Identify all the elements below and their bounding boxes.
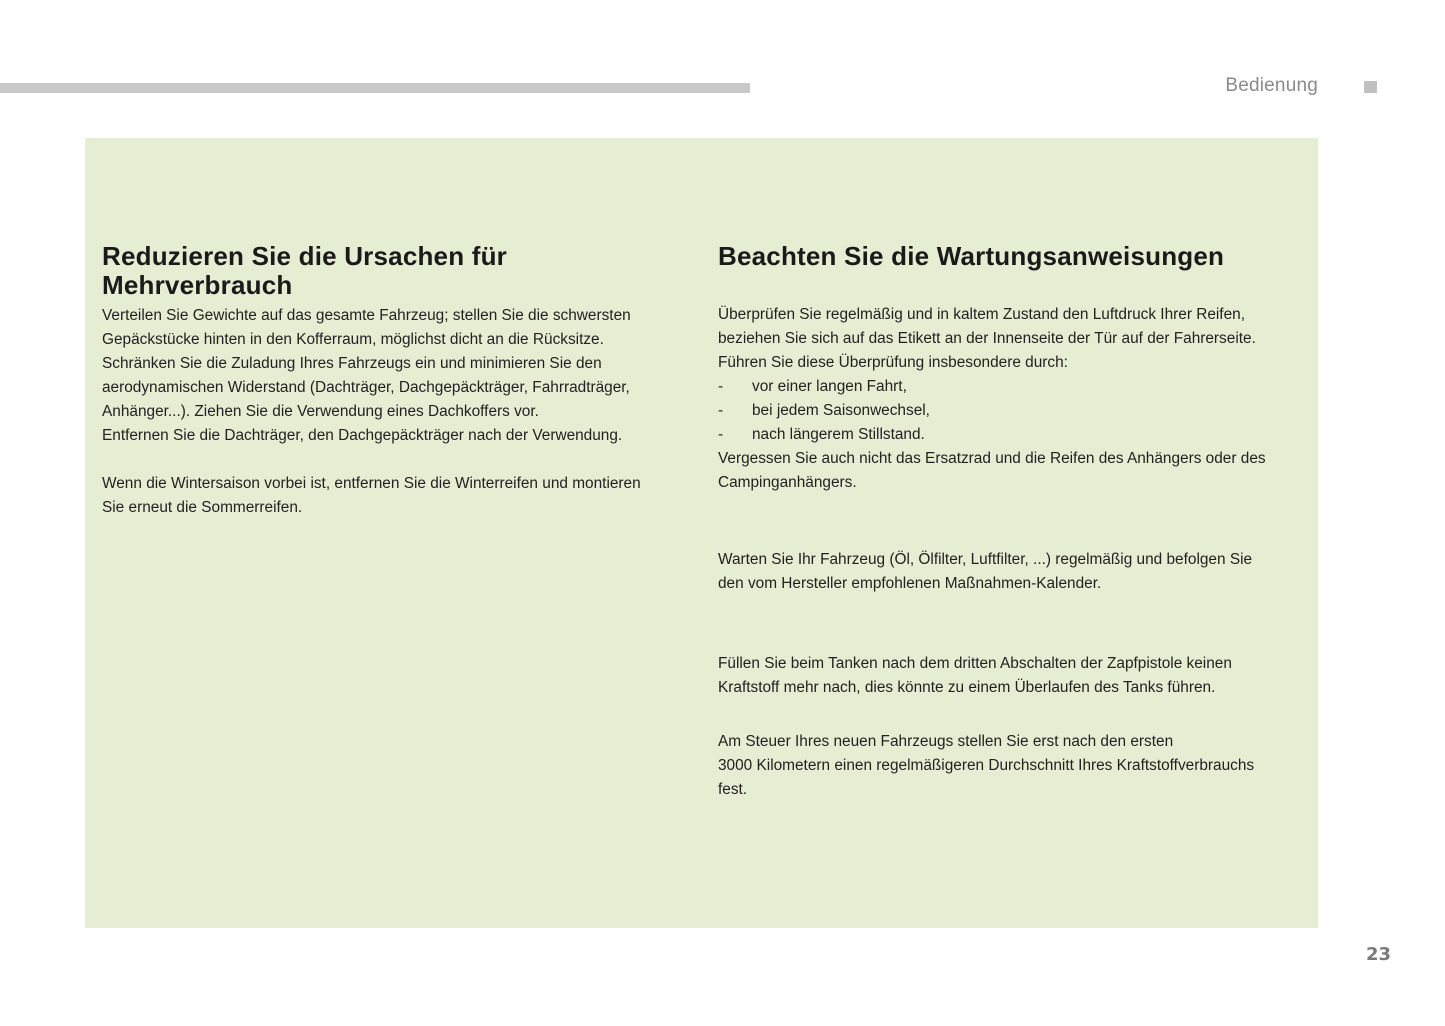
text-line: fest.: [718, 781, 748, 798]
header-rule: [0, 83, 750, 93]
bullet-dash: -: [718, 402, 724, 419]
bullet-dash: -: [718, 426, 724, 443]
text-line: Entfernen Sie die Dachträger, den Dachgepäckträger nach der Verwendung.: [102, 427, 623, 444]
page-number: 23: [1366, 944, 1392, 965]
text-line: aerodynamischen Widerstand (Dachträger, Dachgepäckträger, Fahrradträger,: [102, 379, 630, 396]
paragraph-refuelling: [718, 652, 1303, 700]
paragraph-maintenance: [718, 548, 1303, 596]
text-line: Am Steuer Ihres neuen Fahrzeugs stellen Sie erst nach den ersten: [718, 733, 1174, 750]
spacer: [718, 596, 1303, 652]
text-line: beziehen Sie sich auf das Etikett an der Innenseite der Tür auf der Fahrerseite.: [718, 330, 1256, 347]
paragraph-winter-tyres: [102, 472, 677, 520]
text-line: Überprüfen Sie regelmäßig und in kaltem Zustand den Luftdruck Ihrer Reifen,: [718, 306, 1245, 323]
text-line: Führen Sie diese Überprüfung insbesondere durch:: [718, 354, 1068, 371]
text-line: Kraftstoff mehr nach, dies könnte zu einem Überlaufen des Tanks führen.: [718, 679, 1216, 696]
text-line: den vom Hersteller empfohlenen Maßnahmen-Kalender.: [718, 575, 1102, 592]
right-heading: Beachten Sie die Wartungsanweisungen: [718, 241, 1225, 271]
paragraph-spare-wheel: [718, 447, 1303, 495]
list-item-text: nach längerem Stillstand.: [752, 426, 925, 443]
bullet-dash: -: [718, 378, 724, 395]
left-heading: [102, 242, 677, 300]
text-line: Verteilen Sie Gewichte auf das gesamte Fahrzeug; stellen Sie die schwersten: [102, 307, 631, 324]
text-line: Anhänger...). Ziehen Sie die Verwendung eines Dachkoffers vor.: [102, 403, 539, 420]
list-item-text: vor einer langen Fahrt,: [752, 378, 907, 395]
left-heading-line: Mehrverbrauch: [102, 270, 293, 300]
left-body: [102, 304, 677, 520]
paragraph-tyre-pressure: [718, 303, 1303, 375]
text-line: 3000 Kilometern einen regelmäßigeren Durchschnitt Ihres Kraftstoffverbrauchs: [718, 757, 1255, 774]
spacer: [718, 495, 1303, 548]
section-label: Bedienung: [1225, 75, 1318, 96]
spacer: [102, 448, 677, 472]
text-line: Füllen Sie beim Tanken nach dem dritten Abschalten der Zapfpistole keinen: [718, 655, 1232, 672]
right-body: [718, 303, 1303, 802]
list-item: [718, 375, 1303, 399]
left-column: [102, 242, 677, 520]
paragraph-weight-distribution: [102, 304, 677, 448]
content-panel: [85, 138, 1318, 928]
text-line: Warten Sie Ihr Fahrzeug (Öl, Ölfilter, Luftfilter, ...) regelmäßig und befolgen Sie: [718, 551, 1253, 568]
left-heading-line: Reduzieren Sie die Ursachen für: [102, 241, 507, 271]
list-item: [718, 423, 1303, 447]
text-line: Campinganhängers.: [718, 474, 857, 491]
text-line: Schränken Sie die Zuladung Ihres Fahrzeugs ein und minimieren Sie den: [102, 355, 602, 372]
list-item: [718, 399, 1303, 423]
paragraph-consumption: [718, 730, 1303, 802]
right-column: [718, 242, 1303, 802]
text-line: Wenn die Wintersaison vorbei ist, entfernen Sie die Winterreifen und montieren: [102, 475, 641, 492]
section-marker-square: [1364, 81, 1377, 93]
text-line: Gepäckstücke hinten in den Kofferraum, möglichst dicht an die Rücksitze.: [102, 331, 604, 348]
list-item-text: bei jedem Saisonwechsel,: [752, 402, 930, 419]
text-line: Vergessen Sie auch nicht das Ersatzrad und die Reifen des Anhängers oder des: [718, 450, 1266, 467]
text-line: Sie erneut die Sommerreifen.: [102, 499, 303, 516]
spacer: [718, 700, 1303, 730]
